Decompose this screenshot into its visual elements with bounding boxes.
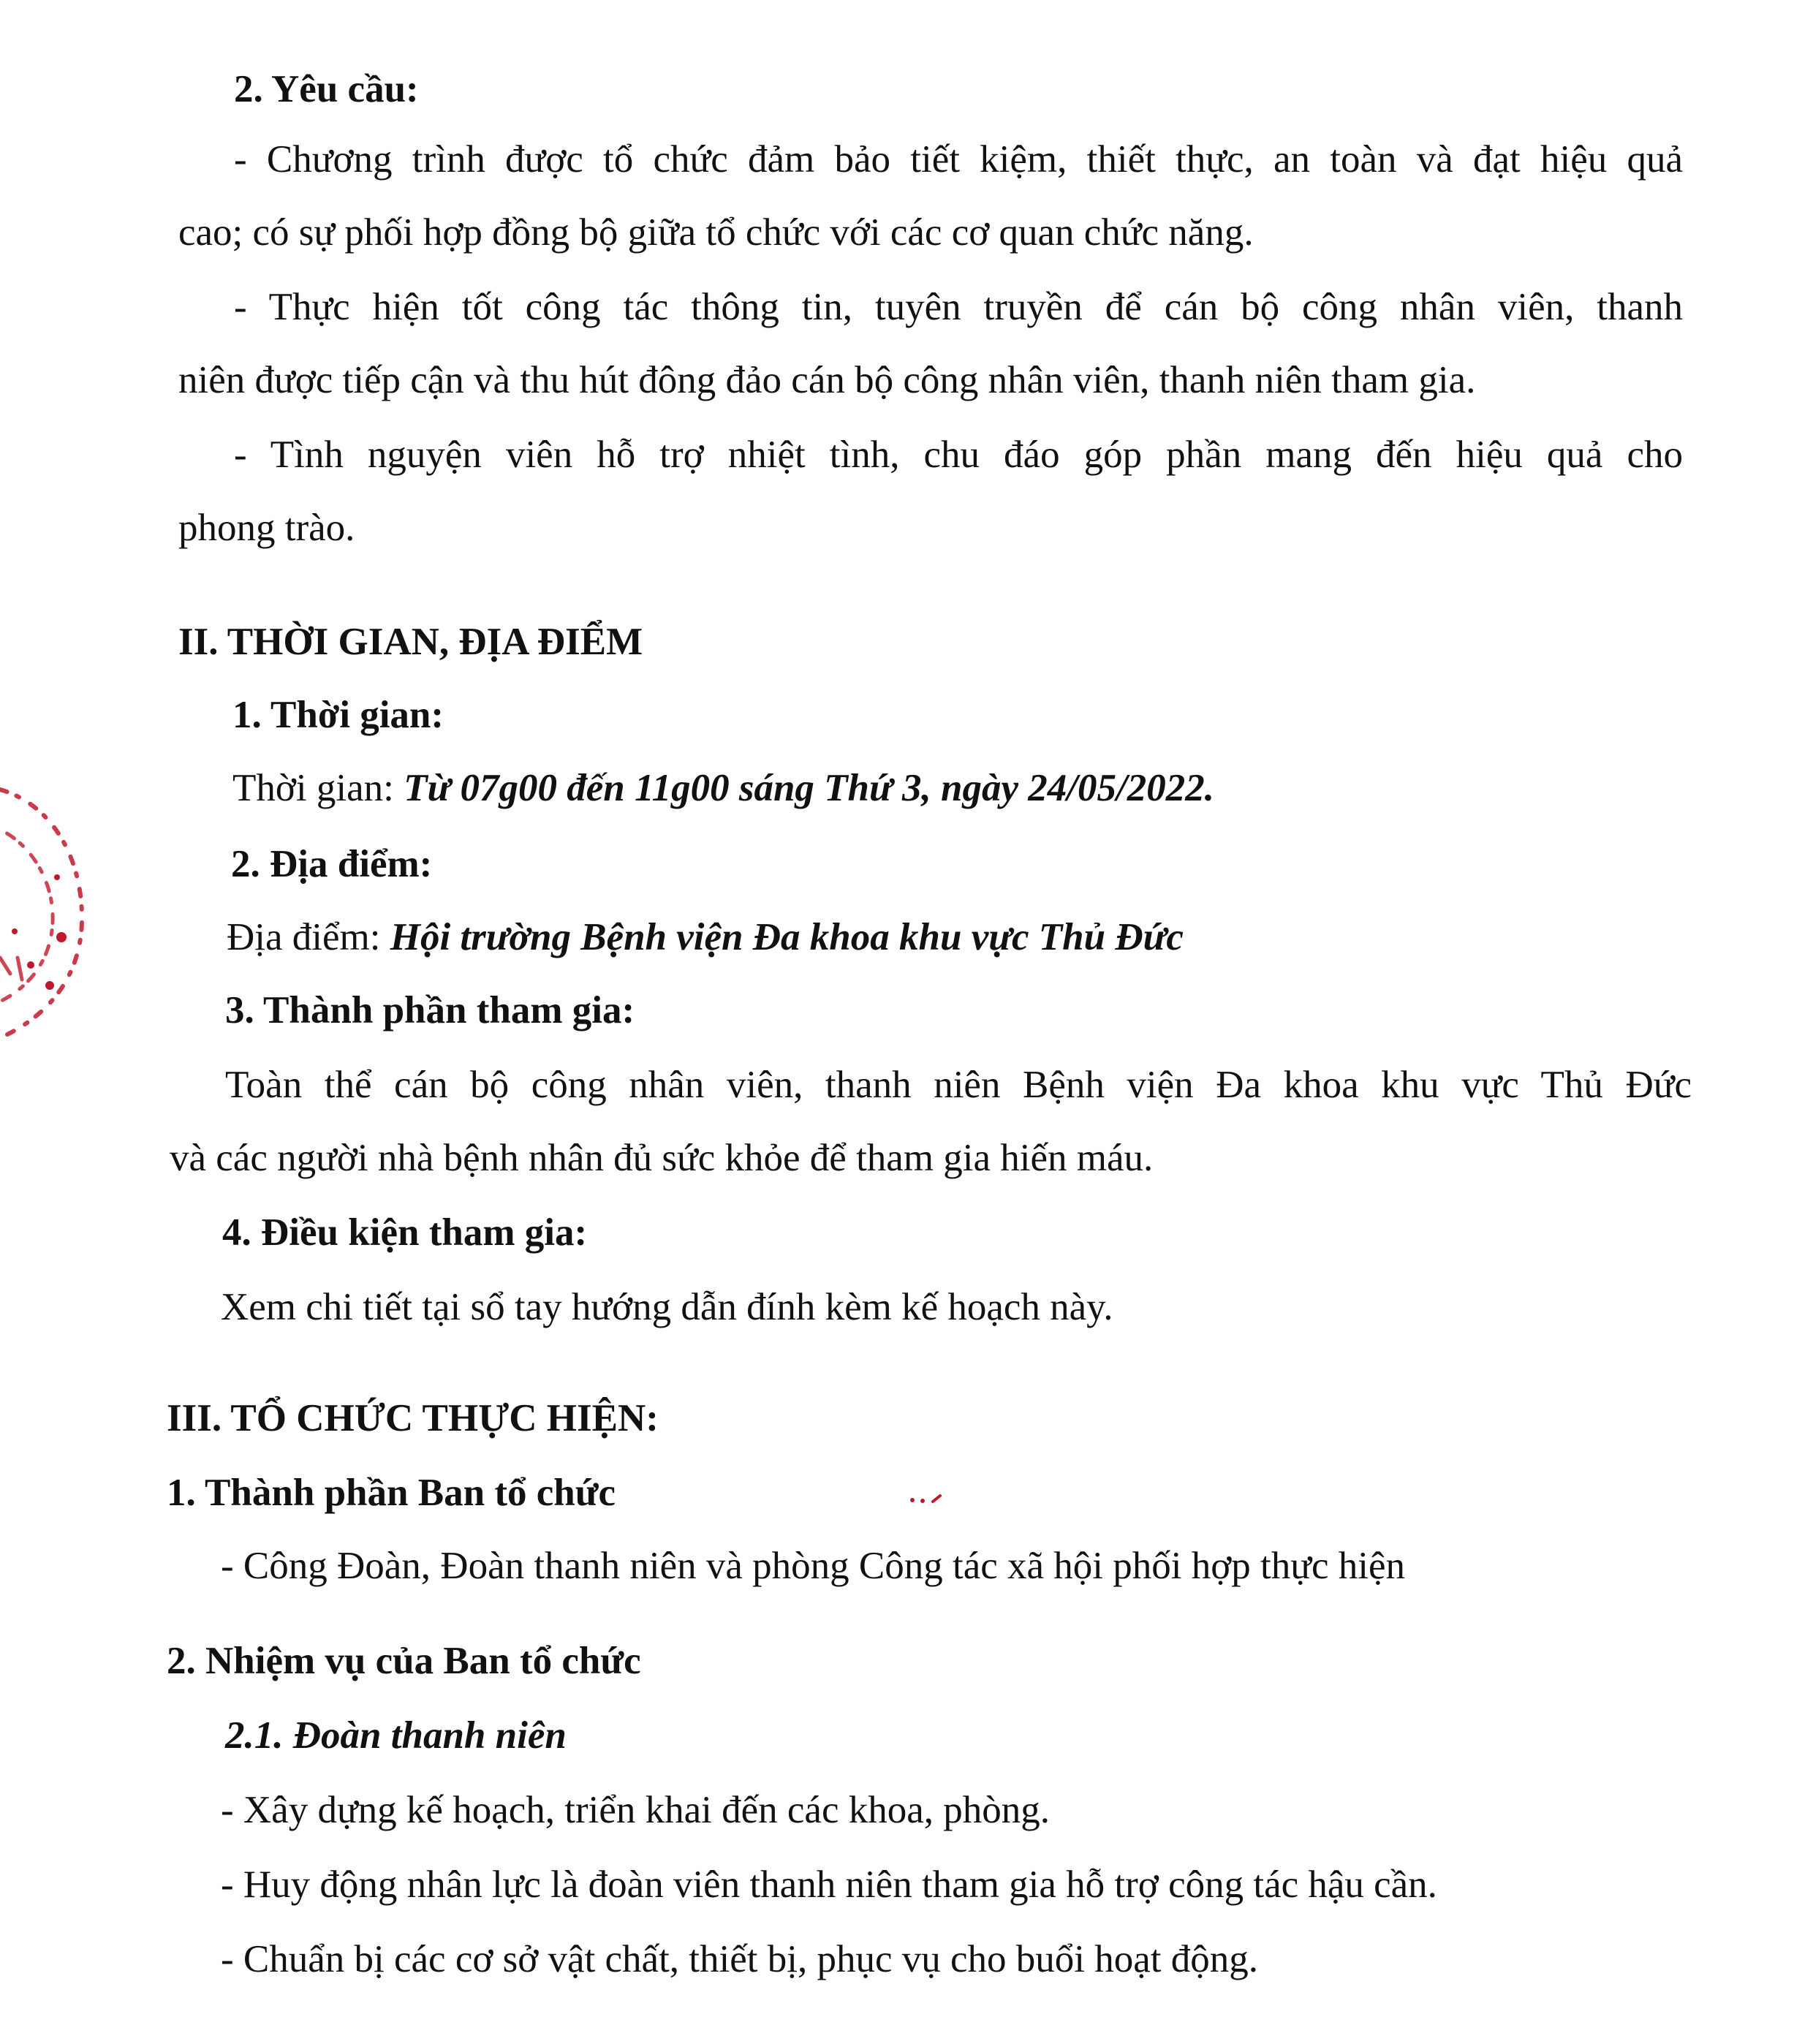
section2-heading: II. THỜI GIAN, ĐỊA ĐIỂM <box>178 621 643 663</box>
conditions-heading: 4. Điều kiện tham gia: <box>222 1211 588 1254</box>
place-label: Địa điểm: <box>227 916 390 958</box>
committee-text: - Công Đoàn, Đoàn thanh niên và phòng Công tác xã hội phối hợp thực hiện <box>221 1545 1405 1587</box>
youth-item3: - Chuẩn bị các cơ sở vật chất, thiết bị, phục vụ cho buổi hoạt động. <box>221 1938 1258 1980</box>
duties-heading: 2. Nhiệm vụ của Ban tổ chức <box>167 1640 641 1682</box>
time-value: Từ 07g00 đến 11g00 sáng Thứ 3, ngày 24/05/2022. <box>404 767 1214 809</box>
red-ink-fleck <box>906 1491 950 1506</box>
requirements-item1-line2: cao; có sự phối hợp đồng bộ giữa tổ chức với các cơ quan chức năng. <box>178 211 1254 254</box>
youth-heading: 2.1. Đoàn thanh niên <box>225 1714 567 1757</box>
participants-heading: 3. Thành phần tham gia: <box>225 989 635 1032</box>
participants-line2: và các người nhà bệnh nhân đủ sức khỏe để tham gia hiến máu. <box>170 1137 1154 1179</box>
section3-heading: III. TỔ CHỨC THỰC HIỆN: <box>167 1397 659 1439</box>
requirements-item3-line2: phong trào. <box>178 507 355 549</box>
place-line <box>227 914 1184 961</box>
time-heading: 1. Thời gian: <box>232 694 444 736</box>
stamp-seal-fragment <box>0 775 102 1045</box>
committee-heading: 1. Thành phần Ban tổ chức <box>167 1472 616 1514</box>
time-line <box>232 765 1214 811</box>
requirements-item1-line1: - Chương trình được tổ chức đảm bảo tiết kiệm, thiết thực, an toàn và đạt hiệu quả <box>234 138 1683 181</box>
conditions-text: Xem chi tiết tại sổ tay hướng dẫn đính kèm kế hoạch này. <box>221 1286 1113 1328</box>
participants-line1: Toàn thể cán bộ công nhân viên, thanh niên Bệnh viện Đa khoa khu vực Thủ Đức <box>225 1064 1692 1106</box>
requirements-heading: 2. Yêu cầu: <box>234 68 419 110</box>
time-label: Thời gian: <box>232 767 404 809</box>
requirements-item2-line1: - Thực hiện tốt công tác thông tin, tuyên truyền để cán bộ công nhân viên, thanh <box>234 286 1683 328</box>
requirements-item3-line1: - Tình nguyện viên hỗ trợ nhiệt tình, chu đáo góp phần mang đến hiệu quả cho <box>234 434 1683 476</box>
youth-item1: - Xây dựng kế hoạch, triển khai đến các khoa, phòng. <box>221 1789 1050 1831</box>
place-heading: 2. Địa điểm: <box>231 843 433 885</box>
youth-item2: - Huy động nhân lực là đoàn viên thanh niên tham gia hỗ trợ công tác hậu cần. <box>221 1863 1437 1906</box>
requirements-item2-line2: niên được tiếp cận và thu hút đông đảo cán bộ công nhân viên, thanh niên tham gia. <box>178 359 1476 401</box>
place-value: Hội trường Bệnh viện Đa khoa khu vực Thủ Đức <box>390 916 1184 958</box>
